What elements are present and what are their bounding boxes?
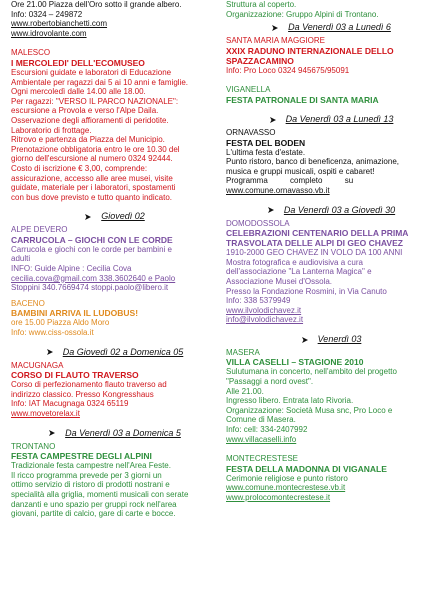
event-place: TRONTANO bbox=[11, 441, 56, 451]
arrow-right-icon bbox=[298, 333, 312, 345]
body-line: danzanti e uno spazio per gruppi rock nell'area bbox=[11, 499, 177, 509]
body-line: escursione a Provola e verso l'Alpe Daila. bbox=[11, 106, 159, 116]
body-line: Associazione Musei d'Ossola. bbox=[226, 276, 333, 286]
body-line: INFO: Guide Alpine : Cecilia Cova bbox=[11, 264, 132, 274]
heading-date: Da Venerdì 03 a Domenica 5 bbox=[65, 427, 181, 438]
body-line: assicurazione, accesso alle aree musei, visite bbox=[11, 173, 173, 183]
event-title: FESTA DELLA MADONNA DI VIGANALE bbox=[226, 463, 387, 474]
body-line: Mostra fotografica e audiovisiva a cura bbox=[226, 257, 363, 267]
body-line: Ingresso libero. Entrata lato Rivoria. bbox=[226, 396, 354, 406]
body-line: L'ultima festa d'estate. bbox=[226, 147, 306, 157]
body-line: ore 15.00 Piazza Aldo Moro bbox=[11, 318, 110, 328]
event-alpini bbox=[11, 442, 215, 519]
intro-link-1[interactable]: www.robertobianchetti.com bbox=[11, 19, 108, 29]
event-ludobus bbox=[11, 299, 215, 338]
event-title: BAMBINI ARRIVA IL LUDOBUS! bbox=[11, 308, 139, 319]
heading-date: Da Giovedì 02 a Domenica 05 bbox=[62, 346, 184, 357]
event-title: FESTA PATRONALE DI SANTA MARIA bbox=[226, 94, 379, 105]
arrow-right-icon bbox=[266, 113, 280, 125]
section-heading bbox=[226, 333, 433, 345]
event-viganella bbox=[226, 85, 433, 105]
contact-line[interactable]: cecilia.cova@gmail.com 338.3602640 e Paolo bbox=[11, 273, 176, 283]
arrow-right-icon bbox=[264, 204, 278, 216]
body-line: Costo di iscrizione € 3,00, comprende: bbox=[11, 163, 148, 173]
body-line: Ambientale per ragazzi dai 5 ai 10 anni e famiglie. bbox=[11, 77, 188, 87]
info-link[interactable]: Info: www.ciss-ossola.it bbox=[11, 328, 94, 338]
body-line: Organizzazione: Gruppo Alpini di Trontano. bbox=[226, 9, 379, 19]
section-heading bbox=[226, 21, 433, 33]
body-line: Info: Pro Loco 0324 945675/95091 bbox=[226, 65, 350, 75]
event-title: CARRUCOLA – GIOCHI CON LE CORDE bbox=[11, 234, 173, 245]
body-line: "Passaggi a nord ovest". bbox=[226, 377, 314, 387]
event-body bbox=[11, 461, 215, 519]
event-spazzacamino bbox=[226, 36, 433, 75]
section-heading bbox=[11, 210, 215, 222]
body-line: giovani, partite di calcio, gare di carte e bocce. bbox=[11, 509, 176, 519]
event-place: DOMODOSSOLA bbox=[226, 218, 290, 228]
body-line: Osservazione degli affioramenti di peridotite. bbox=[11, 115, 169, 125]
section-heading bbox=[226, 113, 433, 125]
body-line: con bus dove previsto e tutto quanto indicato. bbox=[11, 192, 172, 202]
event-place: MACUGNAGA bbox=[11, 360, 64, 370]
info-link[interactable]: www.ilvolodichavez.it bbox=[226, 305, 302, 315]
event-alpini-continued bbox=[226, 0, 433, 19]
event-title: XXIX RADUNO INTERNAZIONALE DELLO bbox=[226, 45, 394, 56]
info-email[interactable]: info@ilvolodichavez.it bbox=[226, 315, 304, 325]
heading-date: Da Venerdì 03 a Giovedì 30 bbox=[283, 204, 396, 215]
event-place: MASERA bbox=[226, 347, 260, 357]
arrow-right-icon bbox=[45, 427, 59, 439]
event-subtitle: 1910-2000 GEO CHAVEZ IN VOLO DA 100 ANNI bbox=[226, 248, 403, 258]
body-line: Comune di Masera. bbox=[226, 415, 296, 425]
body-line: Laboratorio di frottage. bbox=[11, 125, 92, 135]
body-line: Per ragazzi: "VERSO IL PARCO NAZIONALE": bbox=[11, 96, 179, 106]
body-line: ottimo servizio di ristoro di prodotti nostrani e bbox=[11, 480, 170, 490]
body-line: specialità alla griglia, momenti musicali con serate bbox=[11, 489, 189, 499]
event-title: FESTA CAMPESTRE DEGLI ALPINI bbox=[11, 451, 152, 462]
body-line: Sulutumana in concerto, nell'ambito del progetto bbox=[226, 367, 397, 377]
body-line: Corso di perfezionamento flauto traverso ad bbox=[11, 380, 167, 390]
arrow-right-icon bbox=[268, 21, 282, 33]
body-line: Punto ristoro, banco di beneficenza, animazione, bbox=[226, 157, 399, 167]
section-heading bbox=[226, 204, 433, 216]
right-column bbox=[226, 0, 433, 503]
info-link[interactable]: www.movetorelax.it bbox=[11, 409, 80, 418]
intro-info: Info: 0324 – 249872 bbox=[11, 9, 83, 19]
body-line: Info: 338 5379949 bbox=[226, 296, 291, 306]
event-title: VILLA CASELLI – STAGIONE 2010 bbox=[226, 357, 364, 368]
arrow-right-icon bbox=[81, 210, 95, 222]
contact-line[interactable]: Stoppini 340.7669474 stoppi.paolo@libero.it bbox=[11, 283, 169, 293]
event-boden bbox=[226, 128, 433, 196]
body-line: dell'associazione "La Lanterna Magica" e bbox=[226, 267, 372, 277]
event-place: BACENO bbox=[11, 298, 45, 308]
arrow-right-icon bbox=[43, 346, 57, 358]
event-title: FESTA DEL BODEN bbox=[226, 137, 306, 148]
event-flauto bbox=[11, 361, 215, 419]
body-line: indirizzo classico. Presso Kongresshaus bbox=[11, 389, 154, 399]
body-line: Info: cell: 334-2407992 bbox=[226, 425, 308, 435]
event-place: SANTA MARIA MAGGIORE bbox=[226, 36, 325, 46]
body-line: adulti bbox=[11, 254, 31, 264]
body-line: Alle 21.00. bbox=[226, 386, 264, 396]
event-place: ORNAVASSO bbox=[226, 127, 276, 137]
section-heading bbox=[11, 427, 215, 439]
body-line: Programma completo su bbox=[226, 176, 354, 186]
info-link[interactable]: www.comune.ornavasso.vb.it bbox=[226, 185, 330, 195]
info-link[interactable]: www.comune.montecrestese.vb.it bbox=[226, 483, 346, 493]
event-title: CORSO DI FLAUTO TRAVERSO bbox=[11, 370, 139, 381]
event-title: I MERCOLEDI' DELL'ECOMUSEO bbox=[11, 57, 145, 68]
event-body bbox=[11, 68, 215, 202]
heading-date: Da Venerdì 03 a Lunedì 6 bbox=[288, 22, 391, 33]
body-line: Tradizionale festa campestre nell'Area Feste. bbox=[11, 461, 171, 471]
event-place: ALPE DEVERO bbox=[11, 225, 68, 235]
event-title: CELEBRAZIONI CENTENARIO DELLA PRIMA bbox=[226, 228, 409, 239]
body-line: musica e gruppi musicali, ospiti e cabaret! bbox=[226, 166, 375, 176]
body-line: Struttura al coperto. bbox=[226, 0, 297, 9]
event-title: TRASVOLATA DELLE ALPI DI GEO CHAVEZ bbox=[226, 238, 403, 249]
heading-date: Da Venerdì 03 a Lunedì 13 bbox=[285, 113, 394, 124]
event-madonna bbox=[226, 454, 433, 502]
body-line: giorno dell'escursione al numero 0324 92444. bbox=[11, 154, 173, 164]
body-line: guidate, materiale per i laboratori, spostamenti bbox=[11, 183, 176, 193]
heading-date: Venerdì 03 bbox=[317, 333, 362, 344]
body-line: Cerimonie religiose e punto ristoro bbox=[226, 473, 348, 483]
heading-date: Giovedì 02 bbox=[101, 211, 145, 222]
body-line: Ritrovo e partenza da Piazza del Municipio. bbox=[11, 135, 165, 145]
event-ecomuseo bbox=[11, 48, 215, 202]
body-line: Il ricco programma prevede per 3 giorni un bbox=[11, 470, 162, 480]
body-line: Organizzazione: Società Musa snc, Pro Loco e bbox=[226, 405, 393, 415]
body-line: Info: IAT Macugnaga 0324 65119 bbox=[11, 399, 129, 409]
info-link[interactable]: www.villacaselli.info bbox=[226, 434, 297, 444]
info-link[interactable]: www.prolocomontecrestese.it bbox=[226, 493, 331, 502]
event-carrucola bbox=[11, 225, 215, 293]
section-heading bbox=[11, 346, 215, 358]
event-caselli bbox=[226, 348, 433, 444]
intro-link-2[interactable]: www.idrovolante.com bbox=[11, 28, 87, 38]
event-place: VIGANELLA bbox=[226, 85, 271, 95]
left-column bbox=[11, 0, 215, 519]
body-line: Escursioni guidate e laboratori di Educazione bbox=[11, 67, 172, 77]
body-line: Presso la Fondazione Rosmini, in Via Canuto bbox=[226, 286, 387, 296]
intro-time: Ore 21.00 Piazza dell'Oro sotto il grande albero. bbox=[11, 0, 182, 9]
body-line: Carrucola e giochi con le corde per bambini e bbox=[11, 244, 172, 254]
event-title: SPAZZACAMINO bbox=[226, 55, 294, 66]
event-place: MALESCO bbox=[11, 48, 51, 58]
event-place: MONTECRESTESE bbox=[226, 454, 299, 464]
body-line: Ogni mercoledì dalle 14.00 alle 18.00. bbox=[11, 87, 146, 97]
body-line: Prenotazione obbligatoria entro le ore 10.30 del bbox=[11, 144, 180, 154]
intro-block bbox=[11, 0, 215, 38]
event-chavez bbox=[226, 219, 433, 325]
